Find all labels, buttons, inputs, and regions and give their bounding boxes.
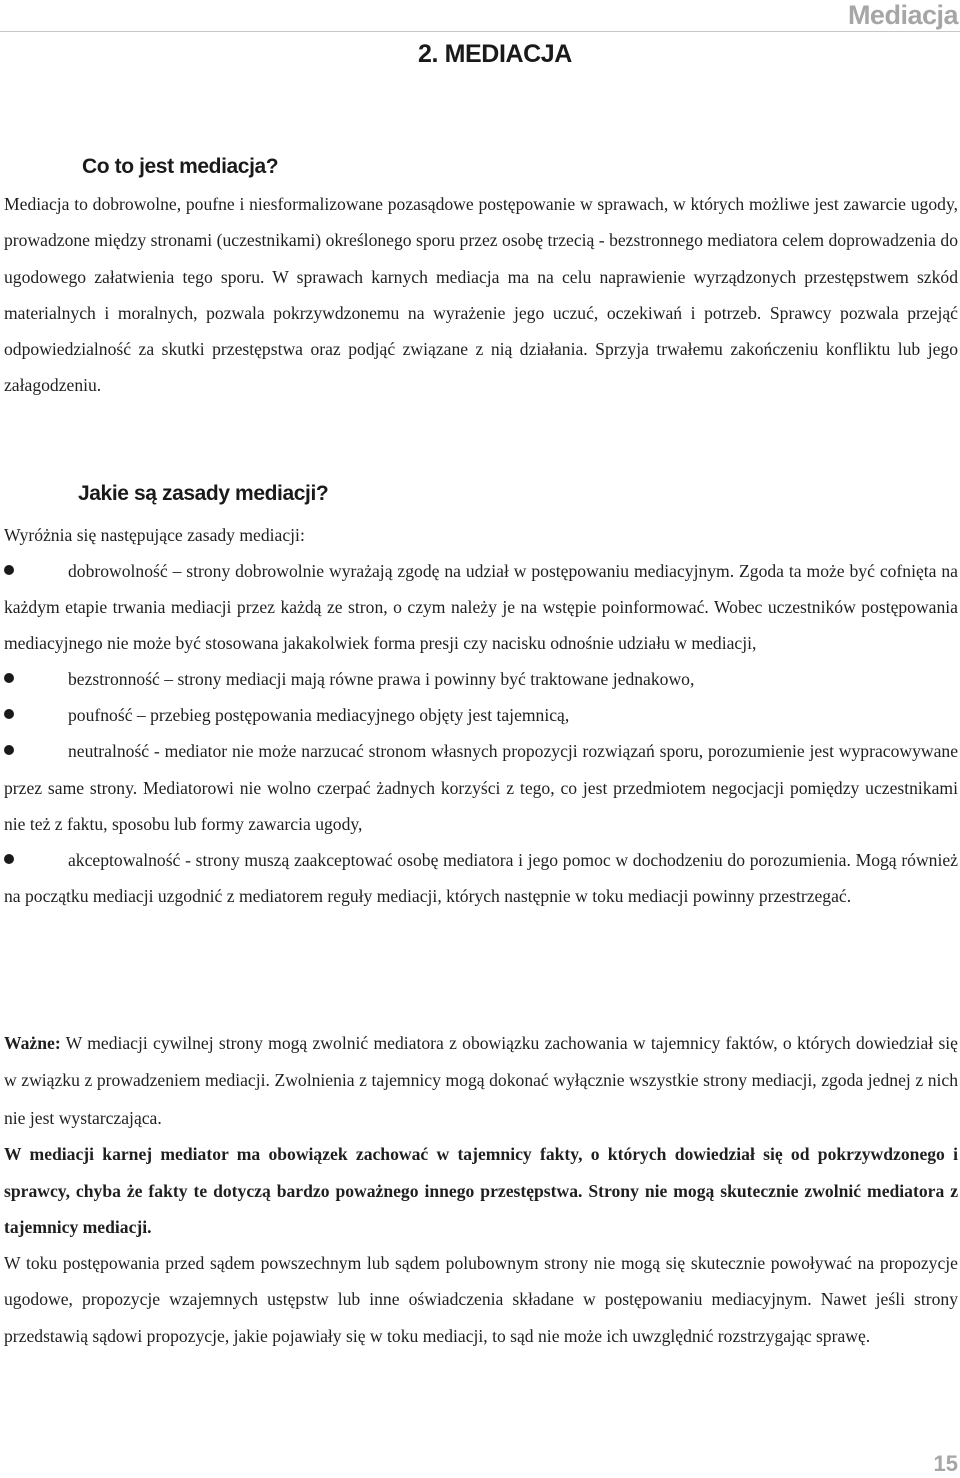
list-item: [4, 661, 958, 697]
header-rule: [0, 31, 960, 32]
chapter-title: 2. MEDIACJA: [418, 40, 572, 68]
bullet-icon: [4, 854, 14, 864]
closing-paragraph: W toku postępowania przed sądem powszechnym lub sądem polubownym strony nie mogą się skutecznie powoływać na propozycje ugodowe, propozycje wzajemnych ustępstw lub inne oświadczenia składane w postępowaniu mediacyjnym. Nawet jeśli strony przedstawią sądowi propozycje, jakie pojawiały się w toku mediacji, to sąd nie może ich uwzględnić rozstrzygając sprawę.: [4, 1253, 958, 1346]
intro-paragraph: Mediacja to dobrowolne, poufne i niesformalizowane pozasądowe postępowanie w sprawach, w których możliwe jest zawarcie ugody, prowadzone między stronami (uczestnikami) określonego sporu przez osobę trzecią - bezstronnego mediatora celem doprowadzenia do ugodowego załatwienia tego sporu. W sprawach karnych mediacja ma na celu naprawienie wyrządzonych przestępstwem szkód materialnych i moralnych, pozwala pokrzywdzonemu na wyrażenie jego uczuć, oczekiwań i potrzeb. Sprawcy pozwala przejąć odpowiedzialność za skutki przestępstwa oraz podjąć związane z nią działania. Sprzyja trwałemu zakończeniu konfliktu lub jego załagodzeniu.: [4, 194, 958, 396]
section-heading-what-is-mediation: Co to jest mediacja?: [82, 155, 279, 178]
important-note: [4, 1025, 958, 1137]
list-item-text: dobrowolność – strony dobrowolnie wyrażają zgodę na udział w postępowaniu mediacyjnym. Zgoda ta może być cofnięta na każdym etapie trwania mediacji przez każdą ze stron, o czym należy je na wstępie poinformować. Wobec uczestników postępowania mediacyjnego nie może być stosowana jakakolwiek forma presji czy nacisku odnośnie udziału w mediacji,: [4, 561, 958, 654]
running-header: Mediacja: [847, 0, 958, 30]
list-item-text: neutralność - mediator nie może narzucać stronom własnych propozycji rozwiązań sporu, porozumienie jest wypracowywane przez same strony. Mediatorowi nie wolno czerpać żadnych korzyści z tego, co jest przedmiotem negocjacji pomiędzy uczestnikami nie też z faktu, sposobu lub formy zawarcia ugody,: [4, 741, 958, 834]
section-heading-principles: Jakie są zasady mediacji?: [78, 482, 329, 505]
bullet-icon: [4, 709, 14, 719]
list-item-text: poufność – przebieg postępowania mediacyjnego objęty jest tajemnicą,: [68, 705, 570, 726]
criminal-mediation-note: W mediacji karnej mediator ma obowiązek zachować w tajemnicy fakty, o których dowiedział się od pokrzywdzonego i sprawcy, chyba że fakty te dotyczą bardzo poważnego innego przestępstwa. Strony nie mogą skutecznie zwolnić mediatora z tajemnicy mediacji.: [4, 1144, 958, 1238]
bullet-icon: [4, 673, 14, 683]
list-item: [4, 697, 958, 733]
principles-list: [4, 553, 958, 914]
important-text: W mediacji cywilnej strony mogą zwolnić mediatora z obowiązku zachowania w tajemnicy faktów, o których dowiedział się w związku z prowadzeniem mediacji. Zwolnienia z tajemnicy mogą dokonać wyłącznie wszystkie strony mediacji, zgoda jednej z nich nie jest wystarczająca.: [4, 1033, 958, 1128]
page-number: 15: [933, 1451, 958, 1476]
list-item: [4, 733, 958, 841]
list-item-text: bezstronność – strony mediacji mają równe prawa i powinny być traktowane jednakowo,: [68, 669, 695, 690]
principles-lead: Wyróżnia się następujące zasady mediacji:: [4, 525, 305, 545]
list-item-text: akceptowalność - strony muszą zaakceptować osobę mediatora i jego pomoc w dochodzeniu do porozumienia. Mogą również na początku mediacji uzgodnić z mediatorem reguły mediacji, których następnie w toku mediacji powinny przestrzegać.: [4, 849, 958, 906]
important-label: Ważne:: [4, 1033, 61, 1053]
bullet-icon: [4, 565, 14, 575]
bullet-icon: [4, 745, 14, 755]
list-item: [4, 842, 958, 914]
list-item: [4, 553, 958, 661]
